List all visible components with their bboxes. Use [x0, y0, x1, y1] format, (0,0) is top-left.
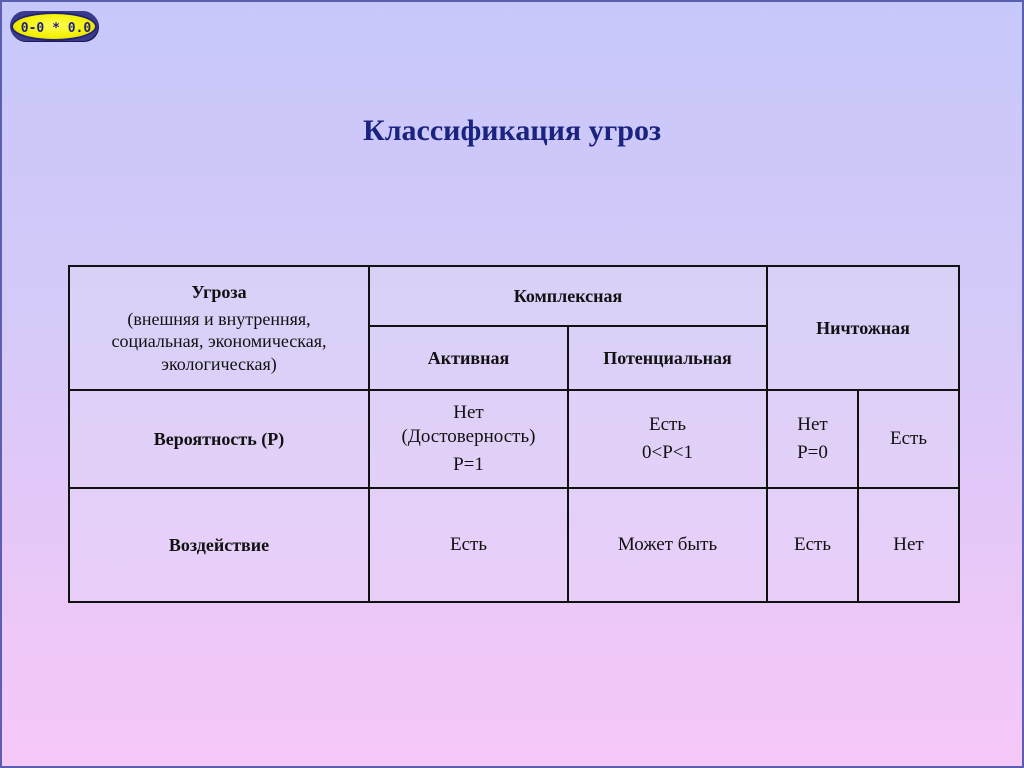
threat-classification-table [68, 265, 960, 603]
probability-label-cell: Вероятность (Р) [69, 390, 369, 488]
probability-potential-line-2: 0<P<1 [642, 442, 693, 463]
probability-potential-line-1: Есть [648, 414, 686, 436]
table-row-impact [69, 488, 959, 602]
impact-label-cell: Воздействие [69, 488, 369, 602]
impact-potential-cell: Может быть [568, 488, 767, 602]
logo-text: 0-0 * 0.0 [20, 21, 92, 36]
probability-insignificant-a-cell [767, 390, 858, 488]
header-threat-cell [69, 266, 369, 390]
probability-active-line-3: Р=1 [453, 453, 484, 475]
header-threat-label: Угроза [191, 282, 247, 302]
logo [6, 6, 98, 42]
probability-insignificant-b-cell: Есть [858, 390, 959, 488]
header-complex-cell: Комплексная [369, 266, 767, 326]
table-row-probability [69, 390, 959, 488]
header-potential-cell: Потенциальная [568, 326, 767, 390]
probability-potential-cell [568, 390, 767, 488]
impact-active-cell: Есть [369, 488, 568, 602]
probability-active-line-2: (Достоверность) [401, 426, 536, 448]
header-threat-desc-3: экологическая) [161, 353, 277, 374]
logo-shadow [10, 11, 98, 41]
header-active-cell: Активная [369, 326, 568, 390]
impact-insignificant-a-cell: Есть [767, 488, 858, 602]
probability-active-line-1: Нет [453, 402, 484, 424]
probability-insignificant-a-line-2: Р=0 [797, 442, 828, 463]
probability-insignificant-a-line-1: Нет [797, 414, 828, 436]
header-insignificant-cell: Ничтожная [767, 266, 959, 390]
slide-title: Классификация угроз [362, 114, 662, 147]
header-threat-desc-1: (внешняя и внутренняя, [127, 308, 311, 329]
impact-insignificant-b-cell: Нет [858, 488, 959, 602]
logo-badge [11, 12, 97, 41]
probability-active-cell [369, 390, 568, 488]
header-threat-desc-2: социальная, экономическая, [111, 331, 327, 351]
table-header-row [69, 266, 959, 326]
